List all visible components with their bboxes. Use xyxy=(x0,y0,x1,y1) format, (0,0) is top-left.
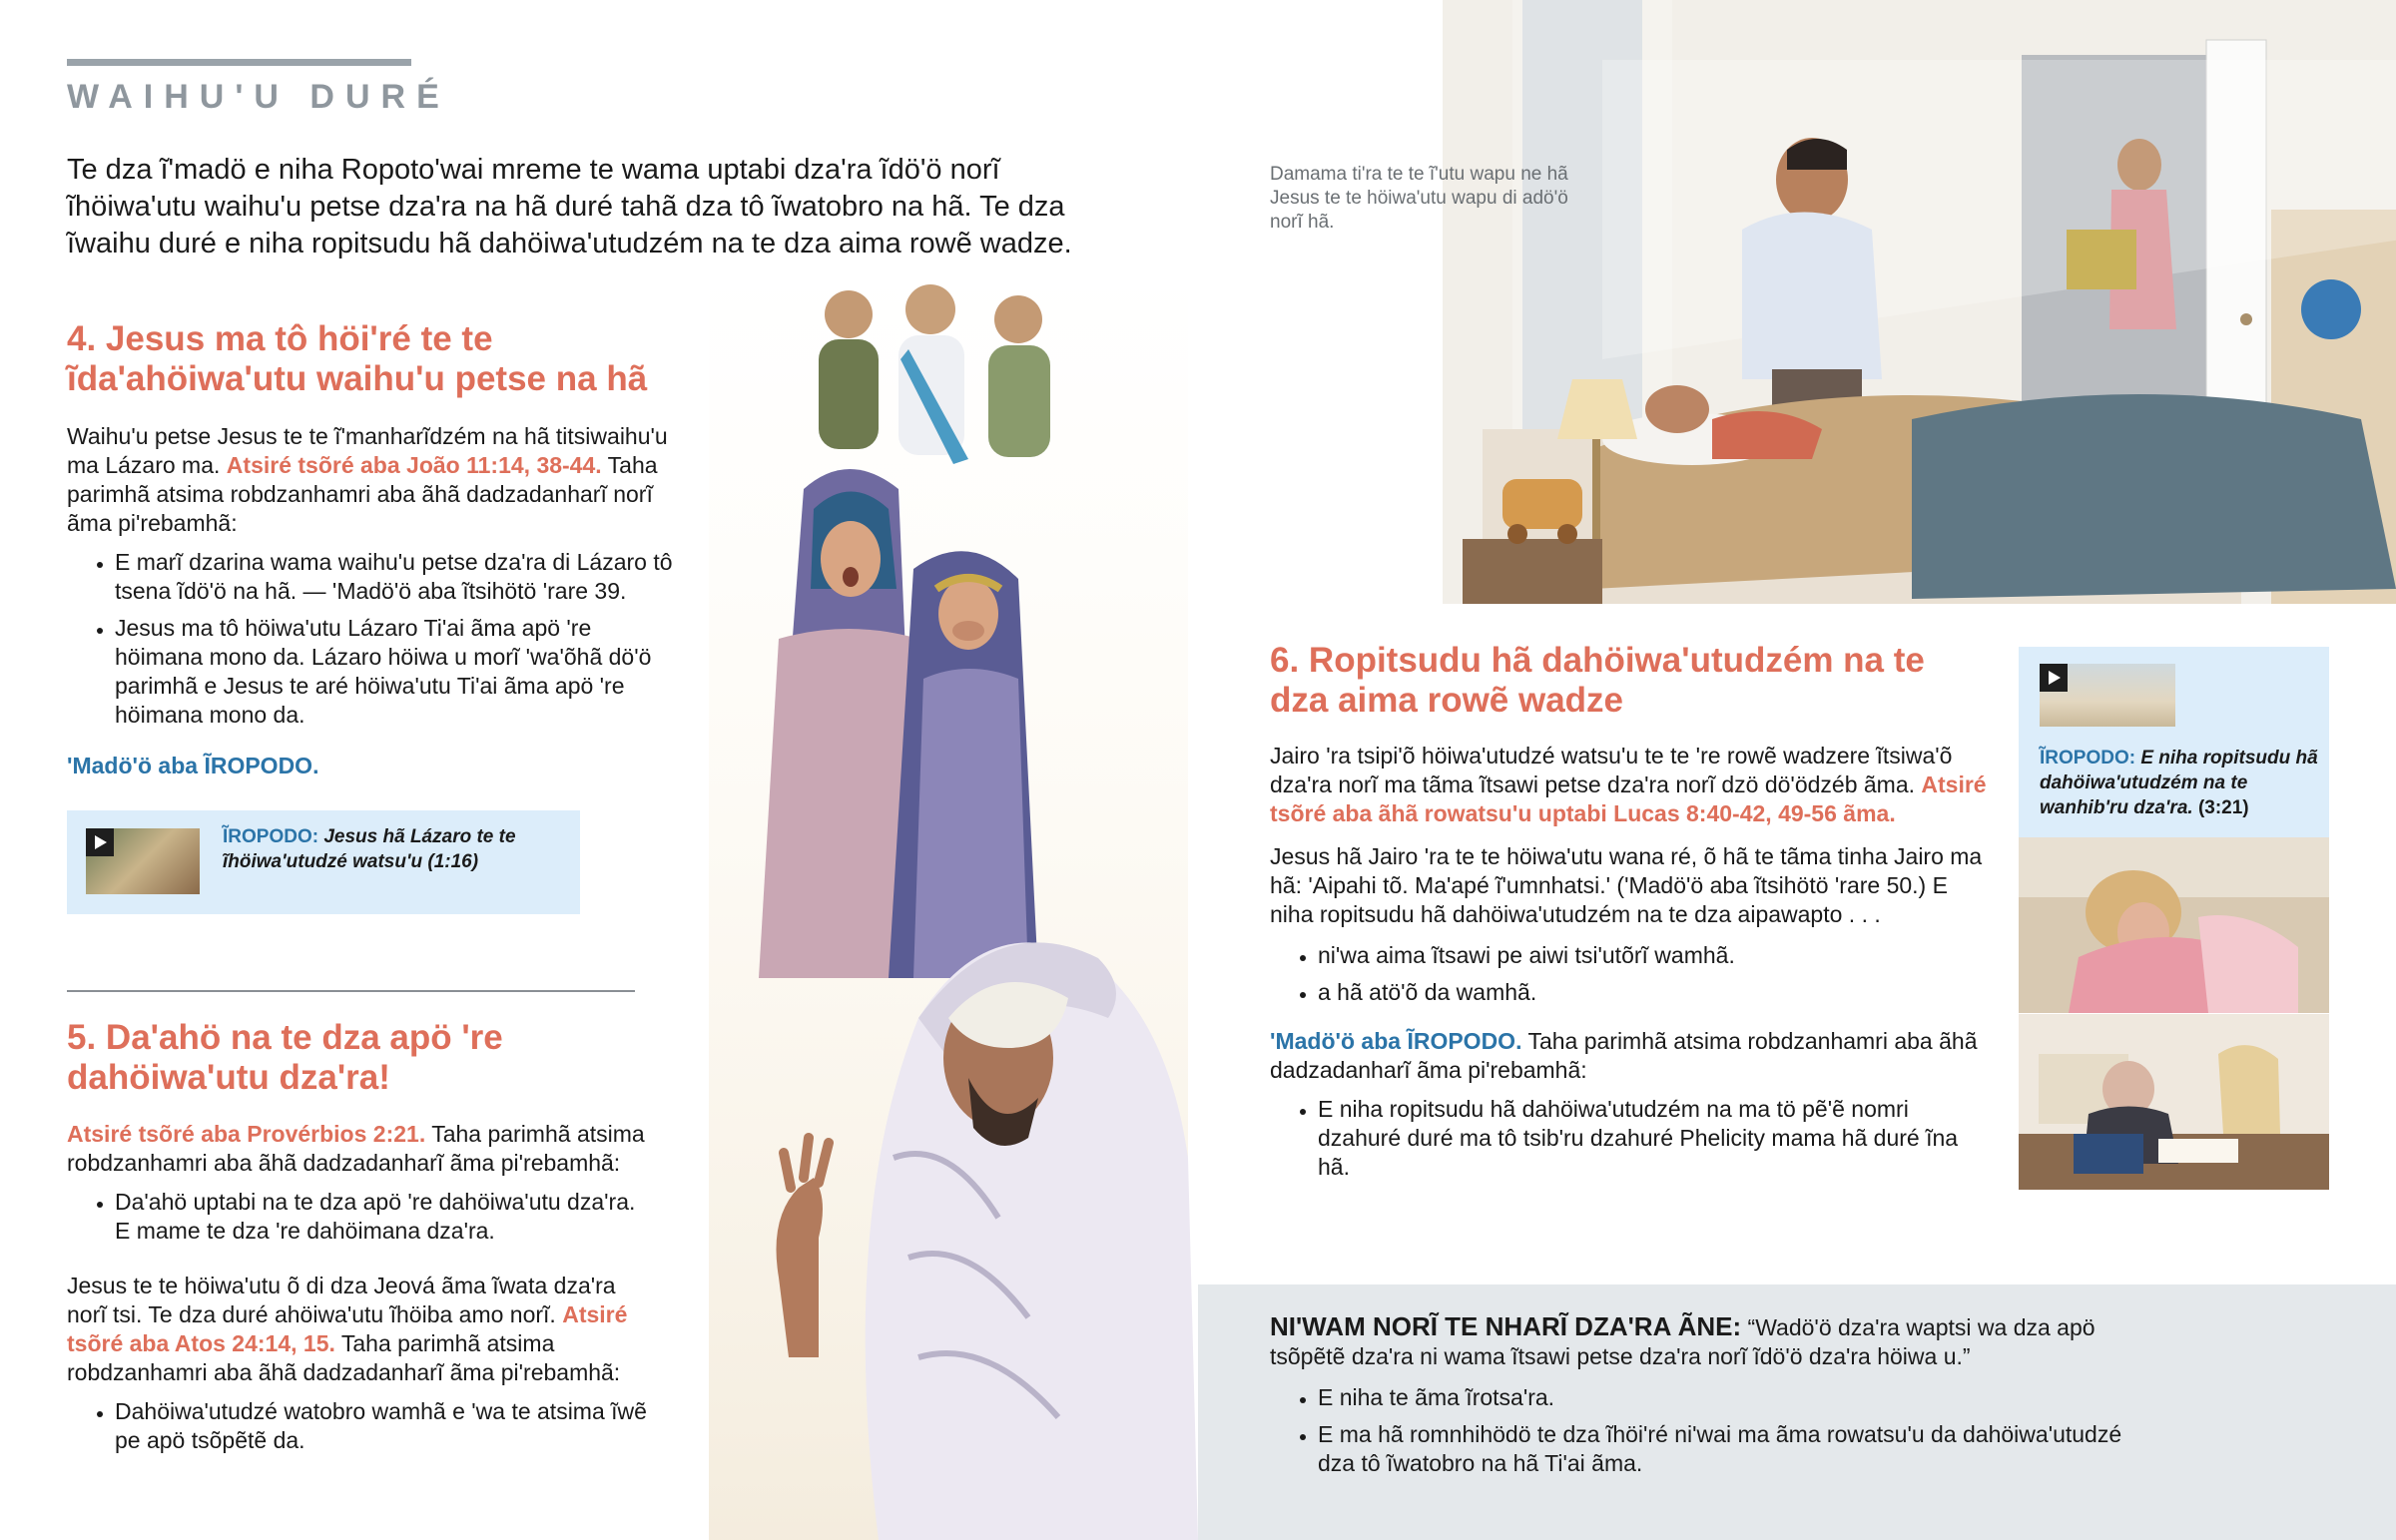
section-5-paragraph-2: Jesus te te höiwa'utu õ di dza Jeová ãma ĩwata dza'ra norĩ tsi. Te dza duré ahöiwa'utu ĩhöiba amo norĩ. Atsiré tsõré aba Atos 24:14, 15. Taha parimhã atsima robdzanhamri aba ãhã dadzadanharĩ ãma pi'rebamhã: xyxy=(67,1273,628,1385)
section-6 xyxy=(1270,641,1989,721)
section-6-bullets-1 xyxy=(1270,941,1991,1007)
section-4-title: 4. Jesus ma tô höi'ré te te ĩda'ahöiwa'utu waihu'u petse na hã xyxy=(67,319,648,398)
video-link[interactable]: 'Madö'ö aba ĨROPODO. xyxy=(67,753,319,778)
scripture-link[interactable]: Atsiré tsõré aba ãhã rowatsu'u uptabi Lucas 8:40-42, 49-56 ãma. xyxy=(1270,771,1987,826)
video-card-lazarus[interactable] xyxy=(67,810,580,914)
video-thumbnail[interactable] xyxy=(2040,664,2175,727)
discussion-paragraph: NI'WAM NORĨ TE NHARĨ DZA'RA ÃNE: “Wadö'ö dza'ra waptsi wa dza apö tsõpẽtẽ dza'ra ni wama ĩtsawi petse dza'ra norĩ ĩdö'ö dza'ra höiwa u.” xyxy=(1270,1311,2096,1369)
section-6-bullets-2 xyxy=(1270,1095,1991,1182)
photo-study xyxy=(2019,1014,2329,1190)
section-4-bullets xyxy=(67,548,678,730)
discussion-text xyxy=(1270,1312,2148,1486)
illustration-lazarus xyxy=(669,259,1198,1540)
list-item: • Jesus ma tô höiwa'utu Lázaro Ti'ai ãma apö 're höimana mono da. Lázaro höiwa u morĩ 'wa'õhã dö'ö parimhã e Jesus te aré höiwa'utu Ti'ai ãma apö 're höimana mono da. xyxy=(115,614,678,730)
video-card-reunion[interactable] xyxy=(2019,647,2329,837)
section-5-title: 5. Da'ahö na te dza apö 're dahöiwa'utu dza'ra! xyxy=(67,1018,503,1097)
section-5-paragraph-1: Atsiré tsõré aba Provérbios 2:21. Taha parimhã atsima robdzanhamri aba ãhã dadzadanharĩ ãma pi'rebamhã: xyxy=(67,1121,645,1176)
list-item: • E marĩ dzarina wama waihu'u petse dza'ra di Lázaro tô tsena ĩdö'ö na hã. — 'Madö'ö aba ĩtsihötö 'rare 39. xyxy=(115,548,678,606)
video-caption: ĨROPODO: Jesus hã Lázaro te te ĩhöiwa'utudzé watsu'u (1:16) xyxy=(223,826,516,872)
section-6-paragraph-1: Jairo 'ra tsipi'õ höiwa'utudzé watsu'u te te 're rowẽ wadzere ĩtsiwa'õ dza'ra norĩ ma tãma ĩtsawi petse dza'ra norĩ dzö dö'ödzéb ãma. Atsiré tsõré aba ãhã rowatsu'u uptabi Lucas 8:40-42, 49-56 ãma. xyxy=(1270,743,1987,826)
list-item: • Da'ahö uptabi na te dza apö 're dahöiwa'utu dza'ra. E mame te dza 're dahöimana dza'ra. xyxy=(115,1188,656,1246)
section-6-title: 6. Ropitsudu hã dahöiwa'utudzém na te dza aima rowẽ wadze xyxy=(1270,641,1925,720)
section-5 xyxy=(67,1018,626,1098)
video-thumbnail[interactable] xyxy=(86,828,200,894)
section-4-paragraph: Waihu'u petse Jesus te te ĩ'manharĩdzém na hã titsiwaihu'u ma Lázaro ma. Atsiré tsõré aba João 11:14, 38-44. Taha parimhã atsima robdzanhamri aba ãhã dadzadanharĩ norĩ ãma pi'rebamhã: xyxy=(67,423,668,536)
section-6-body xyxy=(1270,742,1991,1190)
discussion-lead: NI'WAM NORĨ TE NHARĨ DZA'RA ÃNE: xyxy=(1270,1311,1742,1341)
video-link[interactable]: 'Madö'ö aba ĨROPODO. xyxy=(1270,1028,1522,1054)
illustration-bedroom xyxy=(1443,0,2396,604)
list-item: • E niha ropitsudu hã dahöiwa'utudzém na ma tö pẽ'ẽ nomri dzahuré duré ma tô tsib'ru dzahuré Phelicity mama hã duré ĩna hã. xyxy=(1318,1095,1991,1182)
section-kicker: WAIHU'U DURÉ xyxy=(67,78,450,116)
section-5-bullets-2 xyxy=(67,1397,656,1455)
photo-caption: Damama ti'ra te te ĩ'utu wapu ne hã Jesus te te höiwa'utu wapu di adö'ö norĩ hã. xyxy=(1270,164,1568,233)
list-item: • ni'wa aima ĩtsawi pe aiwi tsi'utõrĩ wamhã. xyxy=(1318,941,1991,970)
discussion-bullets xyxy=(1270,1383,2148,1478)
scripture-link[interactable]: Atsiré tsõré aba Provérbios 2:21. xyxy=(67,1121,426,1147)
photo-hug xyxy=(2019,837,2329,1013)
scripture-link[interactable]: Atsiré tsõré aba João 11:14, 38-44. xyxy=(226,452,602,478)
section-6-paragraph-2: Jesus hã Jairo 'ra te te höiwa'utu wana ré, õ hã te tãma tinha Jairo ma hã: 'Aipahi tõ. Ma'apé ĩ'umnhatsi.' ('Madö'ö aba ĩtsihötö 'rare 50.) E niha ropitsudu hã dahöiwa'utudzém na te dza aipawapto . . . xyxy=(1270,843,1983,927)
video-caption: ĨROPODO: E niha ropitsudu hã dahöiwa'utudzém na te wanhib'ru dza'ra. (3:21) xyxy=(2040,748,2318,818)
list-item: • Dahöiwa'utudzé watobro wamhã e 'wa te atsima ĩwẽ pe apö tsõpẽtẽ da. xyxy=(115,1397,656,1455)
section-4-body xyxy=(67,422,678,780)
list-item: • E ma hã romnhihödö te dza ĩhöi'ré ni'wai ma ãma rowatsu'u da dahöiwa'utudzé dza tô ĩwatobro na hã Ti'ai ãma. xyxy=(1318,1420,2148,1478)
play-icon[interactable] xyxy=(2040,664,2068,692)
list-item: • E niha te ãma ĩrotsa'ra. xyxy=(1318,1383,2148,1412)
section-4 xyxy=(67,319,656,399)
section-6-paragraph-3: 'Madö'ö aba ĨROPODO. Taha parimhã atsima robdzanhamri aba ãhã dadzadanharĩ ãma pi'rebamhã: xyxy=(1270,1028,1978,1083)
section-5-bullets-1 xyxy=(67,1188,656,1246)
intro-paragraph: Te dza ĩ'madö e niha Ropoto'wai mreme te wama uptabi dza'ra ĩdö'ö norĩ ĩhöiwa'utu waihu'u petse dza'ra na hã duré tahã dza tô ĩwatobro na hã. Te dza ĩwaihu duré e niha ropitsudu hã dahöiwa'utudzém na te dza aima rowẽ wadze. xyxy=(67,154,1072,259)
kicker-bar xyxy=(67,59,411,66)
divider xyxy=(67,990,635,992)
play-icon[interactable] xyxy=(86,828,114,856)
list-item: • a hã atö'õ da wamhã. xyxy=(1318,978,1991,1007)
section-5-body xyxy=(67,1120,656,1463)
scripture-link[interactable]: Atsiré tsõré aba Atos 24:14, 15. xyxy=(67,1301,628,1356)
